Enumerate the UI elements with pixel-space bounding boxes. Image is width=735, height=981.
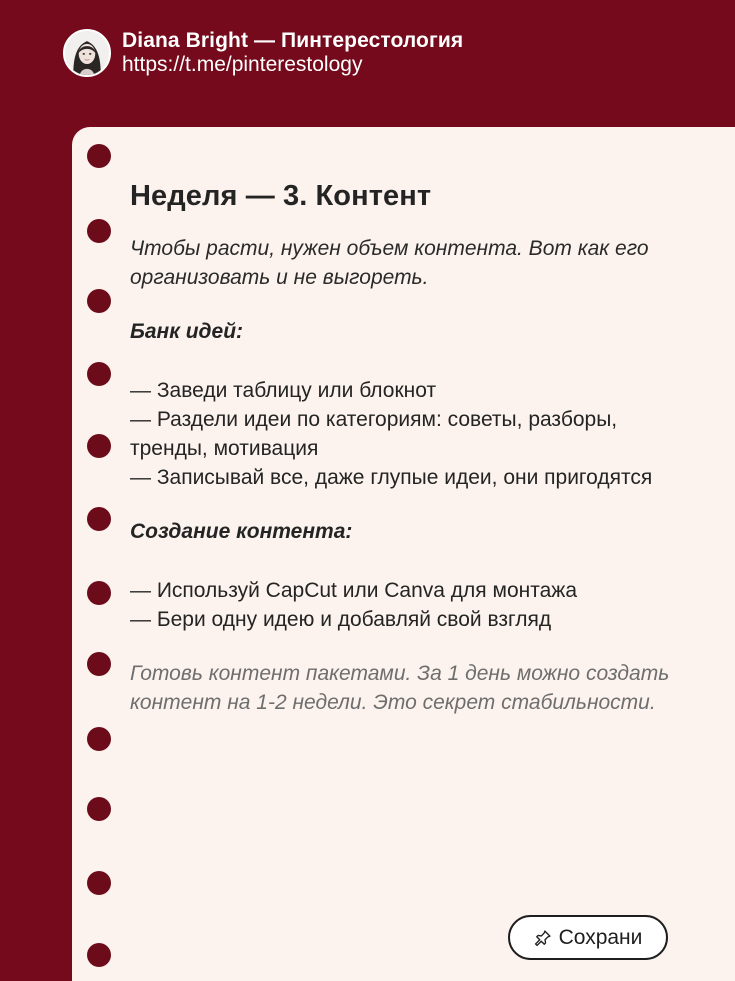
save-button[interactable] xyxy=(508,915,668,960)
avatar[interactable] xyxy=(63,29,111,77)
post-intro: Чтобы расти, нужен объем контента. Вот как его организовать и не выгореть. xyxy=(130,237,649,289)
list-item: — Используй CapCut или Canva для монтажа xyxy=(130,579,578,602)
notebook-hole xyxy=(87,144,111,168)
list-item: — Бери одну идею и добавляй свой взгляд xyxy=(130,608,552,631)
section-heading: Создание контента: xyxy=(130,520,353,543)
author-link[interactable]: https://t.me/pinterestology xyxy=(122,53,363,76)
content-creation-list xyxy=(130,576,690,634)
author-name[interactable]: Diana Bright — Пинтерестология xyxy=(122,29,464,52)
notebook-hole xyxy=(87,652,111,676)
notebook-hole xyxy=(87,434,111,458)
list-item: — Раздели идеи по категориям: советы, разборы, тренды, мотивация xyxy=(130,408,618,460)
notebook-hole xyxy=(87,289,111,313)
notebook-hole xyxy=(87,507,111,531)
post-content xyxy=(130,178,690,717)
notebook-hole xyxy=(87,727,111,751)
post-header xyxy=(63,28,463,78)
notebook-hole xyxy=(87,797,111,821)
idea-bank-list xyxy=(130,376,690,492)
notebook-hole xyxy=(87,581,111,605)
tip-note: Готовь контент пакетами. За 1 день можно создать контент на 1-2 недели. Это секрет стабильности. xyxy=(130,662,670,714)
author-info xyxy=(122,29,463,77)
post-title: Неделя — 3. Контент xyxy=(130,180,432,212)
list-item: — Заведи таблицу или блокнот xyxy=(130,379,437,402)
list-item: — Записывай все, даже глупые идеи, они пригодятся xyxy=(130,466,653,489)
notebook-hole xyxy=(87,871,111,895)
notebook-hole xyxy=(87,943,111,967)
notebook-hole xyxy=(87,362,111,386)
pin-icon xyxy=(534,929,552,947)
notebook-hole xyxy=(87,219,111,243)
save-button-label: Сохрани xyxy=(558,925,643,949)
section-heading: Банк идей: xyxy=(130,320,244,343)
